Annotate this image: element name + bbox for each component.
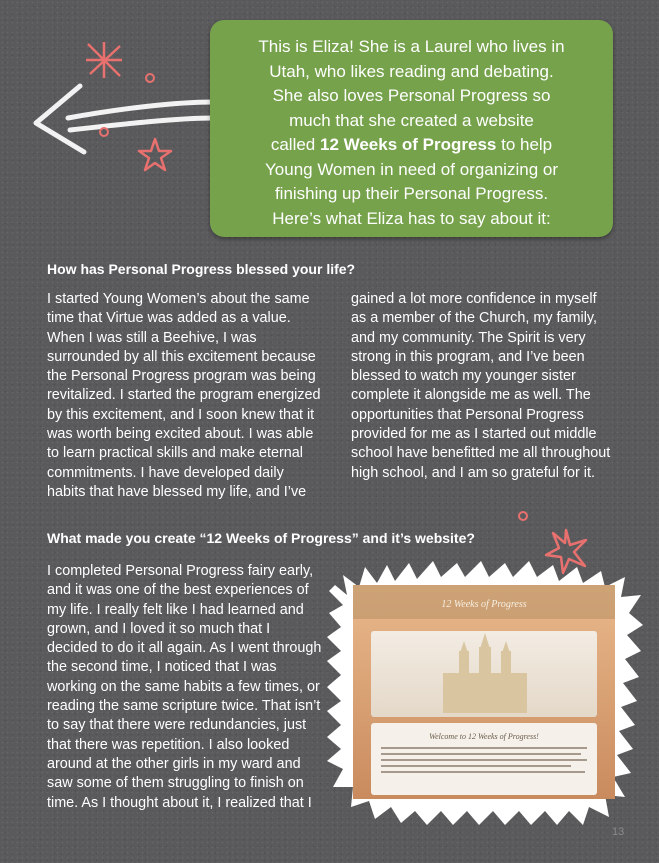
text-line: to learn practical skills and make eternal xyxy=(47,445,303,462)
text-line: provided for me as I started out middle xyxy=(351,426,597,443)
page-number: 13 xyxy=(612,826,625,838)
intro-text xyxy=(210,35,613,231)
star-icon xyxy=(137,137,173,173)
answer-column-2 xyxy=(351,290,651,483)
text-line: school have benefitted me all throughout xyxy=(351,445,611,462)
text-line: revitalized. I started the program energized xyxy=(47,387,321,404)
site-title: 12 Weeks of Progress xyxy=(441,599,527,610)
text-line: around at the other girls in my ward and xyxy=(47,755,301,772)
circle-icon xyxy=(516,509,530,523)
text-line: saw some of them struggling to finish on xyxy=(47,775,304,792)
text-line: blessed to watch my younger sister xyxy=(351,368,576,385)
text-line: I completed Personal Progress fairy early, xyxy=(47,563,314,579)
text-line: surrounded by all this excitement because xyxy=(47,348,316,365)
text-line: as a member of the Church, my family, xyxy=(351,310,598,327)
intro-text-span: to help xyxy=(496,135,553,154)
intro-line: She also loves Personal Progress so xyxy=(272,86,551,105)
intro-line: Young Women in need of organizing or xyxy=(265,159,558,179)
text-line: high school, and I am so grateful for it. xyxy=(351,464,595,481)
circle-icon xyxy=(97,125,111,139)
jagged-frame xyxy=(325,555,645,827)
text-line: to say that there were redundancies, just xyxy=(47,717,307,734)
intro-text-span: called xyxy=(270,135,320,154)
site-name: 12 Weeks of Progress xyxy=(319,135,497,154)
intro-bubble xyxy=(210,20,613,237)
intro-line: Here’s what Eliza has to say about it: xyxy=(272,208,551,228)
text-line: opportunities that Personal Progress xyxy=(351,406,584,423)
text-line: and my community. The Spirit is very xyxy=(351,329,586,346)
welcome-heading: Welcome to 12 Weeks of Progress! xyxy=(429,732,539,741)
text-line: reading the same scripture twice. That isn’t xyxy=(47,698,321,715)
text-line: the second time, I noticed that I was xyxy=(47,659,277,676)
text-line: gained a lot more confidence in myself xyxy=(351,291,597,307)
text-line: grown, and I loved it so much that I xyxy=(47,620,271,637)
text-line: time. As I thought about it, I realized that I xyxy=(47,794,312,811)
x-star-icon xyxy=(84,40,124,80)
text-line: decided to do it all again. As I went through xyxy=(47,640,322,657)
answer-body xyxy=(47,562,337,813)
text-line: complete it alongside me as well. The xyxy=(351,387,591,404)
intro-line xyxy=(210,133,613,158)
text-line: I started Young Women’s about the same xyxy=(47,291,310,307)
intro-line: Utah, who likes reading and debating. xyxy=(269,61,554,81)
text-line: habits that have blessed my life, and I’ve xyxy=(47,483,307,500)
text-line: When I was still a Beehive, I was xyxy=(47,329,257,346)
text-line: working on the same habits a few times, or xyxy=(47,678,320,695)
text-line: time that Virtue was added as a value. xyxy=(47,310,291,327)
intro-line: finishing up their Personal Progress. xyxy=(274,184,549,203)
text-line: the Personal Progress program was being xyxy=(47,368,316,385)
intro-line: This is Eliza! She is a Laurel who lives in xyxy=(258,37,565,56)
question-heading: What made you create “12 Weeks of Progress” and it’s website? xyxy=(47,530,475,546)
intro-line: much that she created a website xyxy=(289,110,534,130)
question-heading: How has Personal Progress blessed your life? xyxy=(47,261,356,277)
website-screenshot xyxy=(325,555,645,827)
text-line: was worth being excited about. I was able xyxy=(47,426,314,443)
text-line: strong in this program, and I’ve been xyxy=(351,348,585,365)
text-line: that there was repetition. I also looked xyxy=(47,736,290,753)
circle-icon xyxy=(143,71,157,85)
answer-column-1 xyxy=(47,290,347,502)
text-line: by this excitement, and I soon knew that it xyxy=(47,406,315,423)
text-line: commitments. I have developed daily xyxy=(47,464,284,481)
text-line: and it was one of the best experiences of xyxy=(47,582,309,599)
text-line: my life. I really felt like I had learned and xyxy=(47,601,304,618)
chalk-arrow-icon xyxy=(28,68,218,158)
